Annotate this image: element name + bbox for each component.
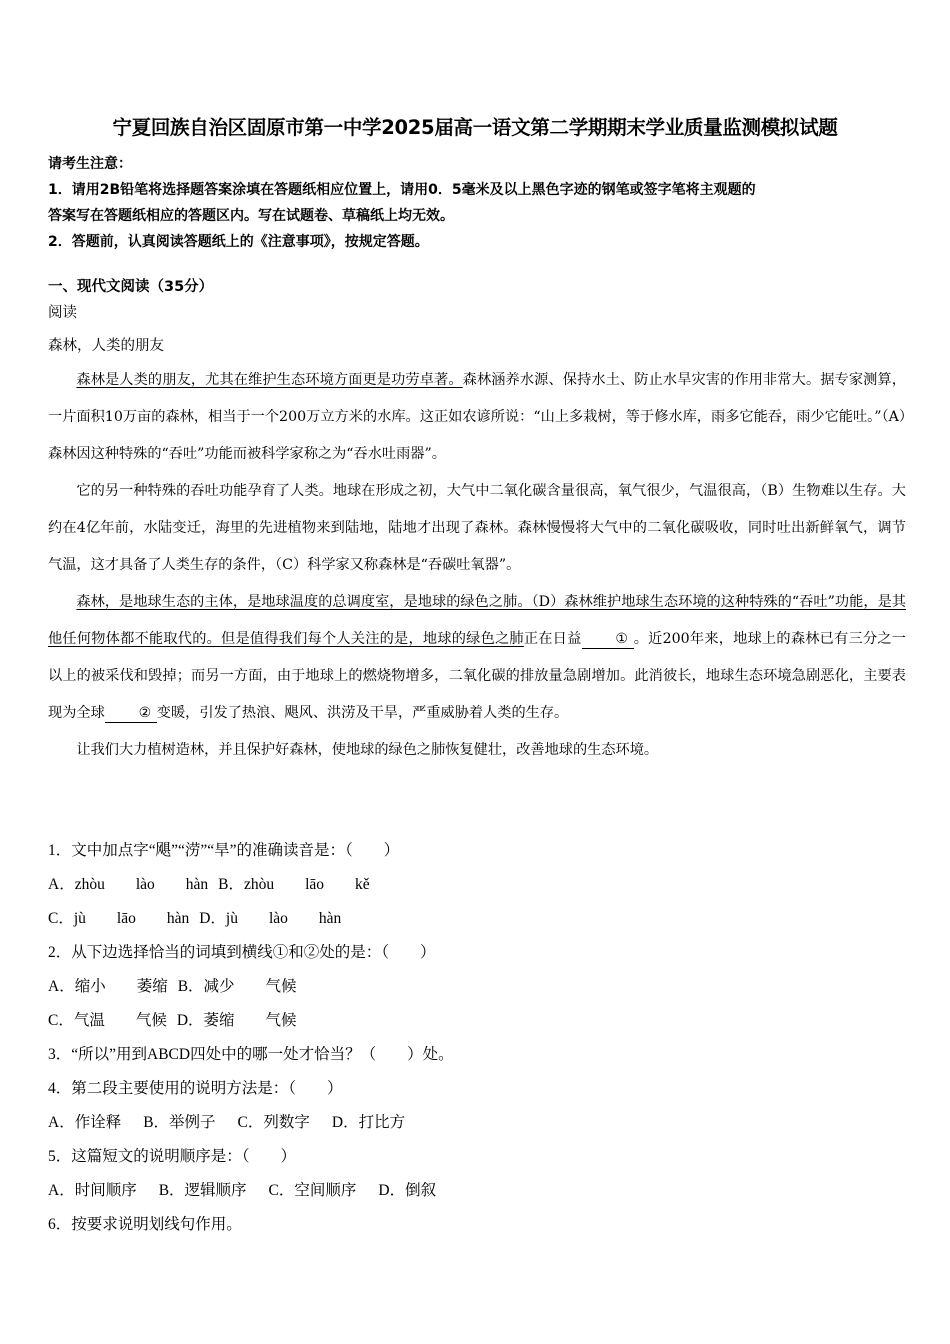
option-a: A．zhòu lào hàn bbox=[48, 876, 209, 893]
question-2-options-row-1 bbox=[48, 970, 908, 1004]
option-b: B．逻辑顺序 bbox=[158, 1182, 247, 1199]
paragraph-3-text-2: 。近200年来，地球上的森林已有三分之一以上的被采伐和毁掉；而另一方面，由于地球上的燃烧物增多，二氧化碳的排放量急剧增加。此消彼长，地球生态环境急剧恶化，主要表现为全球 bbox=[48, 631, 906, 721]
option-c: C．列数字 bbox=[237, 1114, 310, 1131]
option-b: B．举例子 bbox=[143, 1114, 216, 1131]
underlined-sentence-1: 森林是人类的朋友，尤其在维护生态环境方面更是功劳卓著。 bbox=[76, 372, 463, 388]
fill-blank-2: ② bbox=[105, 704, 157, 723]
option-d: D．打比方 bbox=[331, 1114, 406, 1131]
question-2: 2．从下边选择恰当的词填到横线①和②处的是：（ ） bbox=[48, 944, 436, 961]
fill-blank-1: ① bbox=[582, 630, 634, 649]
article-body bbox=[48, 362, 906, 769]
notice-line-3: 2．答题前，认真阅读答题纸上的《注意事项》，按规定答题。 bbox=[48, 234, 429, 250]
option-b: B．zhòu lāo kě bbox=[218, 876, 370, 893]
question-1-options-row-2 bbox=[48, 902, 908, 936]
question-3: 3．“所以”用到ABCD四处中的哪一处才恰当？（ ）处。 bbox=[48, 1046, 454, 1063]
article-paragraph-4: 让我们大力植树造林，并且保护好森林，使地球的绿色之肺恢复健壮，改善地球的生态环境。 bbox=[76, 742, 659, 758]
notice-heading: 请考生注意： bbox=[48, 156, 132, 172]
option-c: C．空间顺序 bbox=[268, 1182, 357, 1199]
article-paragraph-1 bbox=[48, 362, 906, 473]
question-6: 6．按要求说明划线句作用。 bbox=[48, 1216, 242, 1233]
option-d: D．jù lào hàn bbox=[199, 910, 342, 927]
read-label: 阅读 bbox=[48, 305, 77, 321]
section-heading: 一、现代文阅读（35分） bbox=[48, 279, 214, 295]
question-1: 1．文中加点字“飓”“涝”“旱”的准确读音是：（ ） bbox=[48, 842, 400, 859]
paragraph-3-text: 正在日益 bbox=[523, 631, 582, 647]
question-5-options bbox=[48, 1174, 908, 1208]
option-c: C．气温 气候 bbox=[48, 1012, 167, 1029]
notice-line-2: 答案写在答题纸相应的答题区内。写在试题卷、草稿纸上均无效。 bbox=[48, 208, 454, 224]
article-title: 森林，人类的朋友 bbox=[48, 338, 164, 354]
option-a: A．缩小 萎缩 bbox=[48, 978, 168, 995]
option-a: A．时间顺序 bbox=[48, 1182, 137, 1199]
option-a: A．作诠释 bbox=[48, 1114, 122, 1131]
paragraph-3-text-3: 变暖，引发了热浪、飓风、洪涝及干旱，严重威胁着人类的生存。 bbox=[156, 705, 569, 721]
question-4-options bbox=[48, 1106, 908, 1140]
option-c: C．jù lāo hàn bbox=[48, 910, 190, 927]
notice-line-1: 1．请用2B铅笔将选择题答案涂填在答题纸相应位置上，请用0．5毫米及以上黑色字迹的钢笔或签字笔将主观题的 bbox=[48, 182, 756, 198]
question-1-options-row-1 bbox=[48, 868, 908, 902]
option-b: B．减少 气候 bbox=[177, 978, 297, 995]
paragraph-1-text: 森林涵养水源、保持水土、防止水旱灾害的作用非常大。据专家测算，一片面积10万亩的森林，相当于一个200万立方米的水库。这正如农谚所说：“山上多栽树，等于修水库，雨多它能吞，雨少它能吐。”（A）森林因这种特殊的“吞吐”功能而被科学家称之为“吞水吐雨器”。 bbox=[48, 372, 906, 462]
document-title: 宁夏回族自治区固原市第一中学2025届高一语文第二学期期末学业质量监测模拟试题 bbox=[112, 116, 838, 139]
question-5: 5．这篇短文的说明顺序是：（ ） bbox=[48, 1148, 297, 1165]
question-2-options-row-2 bbox=[48, 1004, 908, 1038]
paragraph-3-underlined-text: 但是值得我们每个人关注的是，地球的绿色之肺 bbox=[221, 631, 524, 647]
article-paragraph-2: 它的另一种特殊的吞吐功能孕育了人类。地球在形成之初，大气中二氧化碳含量很高，氧气很少，气温很高，（B）生物难以生存。大约在4亿年前，水陆变迁，海里的先进植物来到陆地，陆地才出现了森林。森林慢慢将大气中的二氧化碳吸收，同时吐出新鲜氧气，调节气温，这才具备了人类生存的条件，（C）科学家又称森林是“吞碳吐氧器”。 bbox=[48, 483, 906, 573]
option-d: D．倒叙 bbox=[378, 1182, 437, 1199]
question-list bbox=[48, 834, 908, 1242]
article-paragraph-3 bbox=[48, 584, 906, 732]
option-d: D．萎缩 气候 bbox=[176, 1012, 297, 1029]
underlined-sentence-2: 森林，是地球生态的主体，是地球温度的总调度室，是地球的绿色之肺。（D）森林维护地球生态环境的这种特殊的“吞吐”功能，是其他任何物体都不能取代的。 bbox=[48, 594, 906, 647]
question-4: 4．第二段主要使用的说明方法是：（ ） bbox=[48, 1080, 343, 1097]
exam-notice bbox=[48, 151, 908, 255]
